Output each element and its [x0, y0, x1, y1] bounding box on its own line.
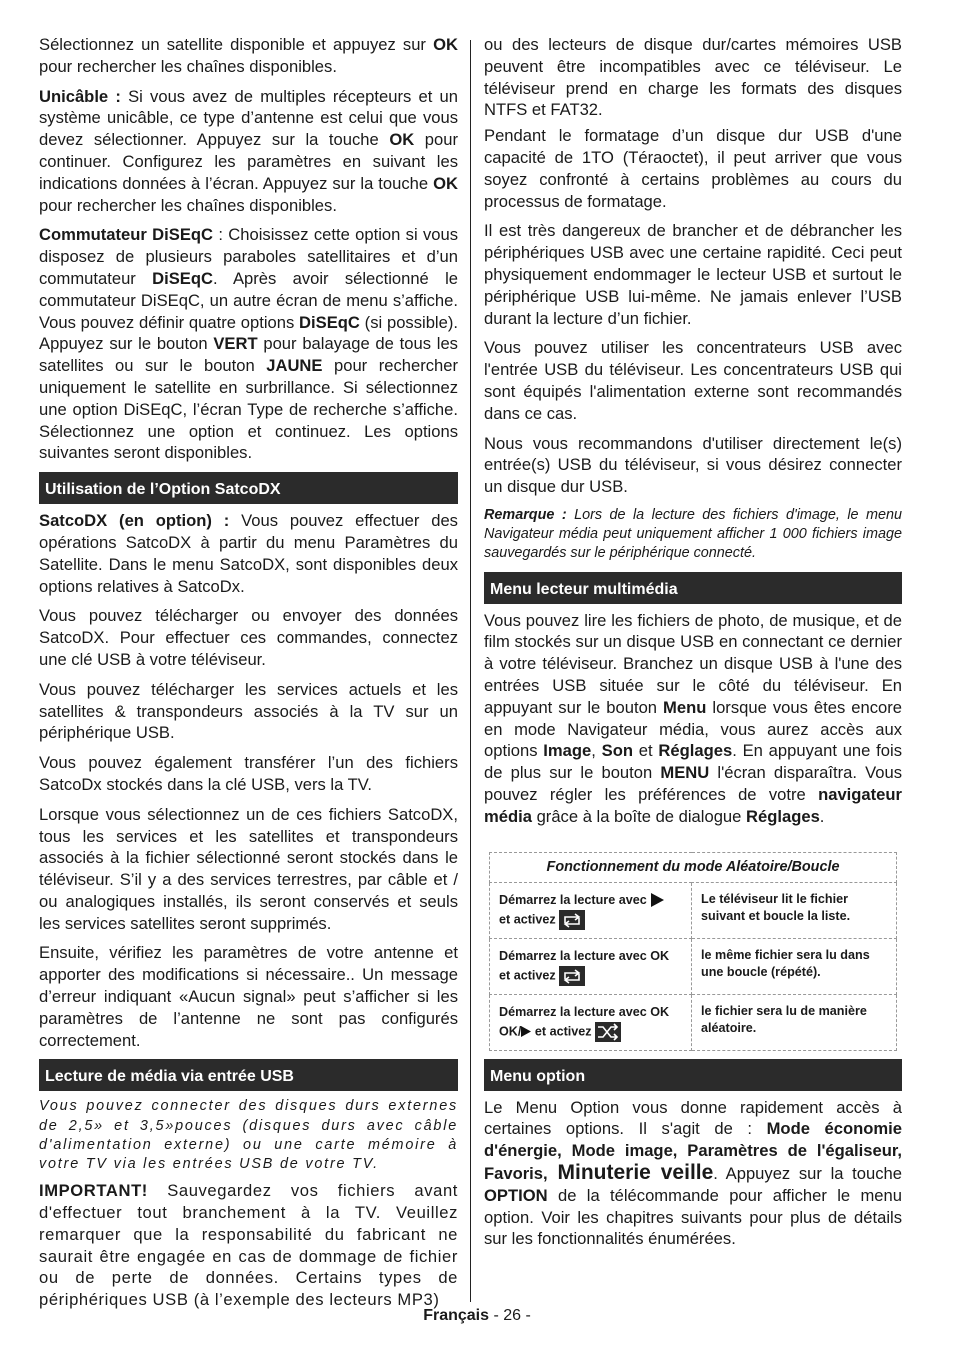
- paragraph-important: IMPORTANT! Sauvegardez vos fichiers avant d'effectuer tout branchement à la TV. Veuillez remarquer que la responsabilité du fabricant ne saurait être engagée en cas de dommage de fichier ou de perte de données. Certains types de périphériques USB (à l’exemple des lecteurs MP3): [39, 1181, 458, 1310]
- table-row: Démarrez la lecture avec OK OK/ et activez le fichier sera lu de manière aléatoire.: [490, 994, 897, 1050]
- right-column: [484, 34, 902, 1258]
- paragraph-option-menu: Le Menu Option vous donne rapidement accès à certaines options. Il s'agit de : Mode économie d'énergie, Mode image, Paramètres de l'égaliseur, Favoris, Minuterie veille. Appuyez sur la touche OPTION de la télécommande pour afficher le menu option. Voir les chapitres suivants pour plus de détails sur les fonctionnalités énumérées.: [484, 1097, 902, 1249]
- footer-language: Français: [423, 1307, 489, 1324]
- play-icon: [650, 893, 664, 907]
- page-number: - 26 -: [489, 1307, 531, 1324]
- section-heading-usb-media: Lecture de média via entrée USB: [39, 1059, 458, 1091]
- table-row: Démarrez la lecture avec OK et activez le même fichier sera lu dans une boucle (répété).: [490, 938, 897, 994]
- note-usb-drives: Vous pouvez connecter des disques durs externes de 2,5» et 3,5»pouces (disques durs avec câble d'alimentation externe) ou une carte mémoire à votre TV via les entrées USB de votre TV.: [39, 1098, 458, 1173]
- loop-icon: [559, 966, 585, 986]
- paragraph-danger: Il est très dangereux de brancher et de débrancher les périphériques USB avec une certaine rapidité. Ceci peut physiquement endommager le lecteur USB et surtout le périphérique USB lui-même. Ne jamais enlever l’USB durant la lecture d’un fichier.: [484, 221, 902, 328]
- loop-icon: [559, 910, 585, 930]
- section-heading-satcodx: Utilisation de l’Option SatcoDX: [39, 472, 458, 504]
- paragraph-hubs: Vous pouvez utiliser les concentrateurs USB avec l'entrée USB du téléviseur. Les concentrateurs USB qui sont équipés l'alimentation externe sont recommandés dans ce cas.: [484, 338, 902, 423]
- paragraph-select-satellite: Sélectionnez un satellite disponible et appuyez sur OK pour rechercher les chaînes disponibles.: [39, 35, 458, 76]
- paragraph-satcodx-download: Vous pouvez télécharger ou envoyer des données SatcoDX. Pour effectuer ces commandes, connectez une clé USB à votre téléviseur.: [39, 606, 458, 669]
- paragraph-satcodx-services: Vous pouvez télécharger les services actuels et les satellites & transpondeurs associés à la TV sur un périphérique USB.: [39, 679, 458, 743]
- paragraph-media-menu: Vous pouvez lire les fichiers de photo, de musique, et de film stockés sur un disque USB en connectant ce dernier à votre téléviseur. Branchez un disque USB à l'une des entrées USB située sur le côté du téléviseur. En appuyant sur le bouton Menu lorsque vous êtes encore en mode Navigateur média, vous aurez accès aux options Image, Son et Réglages. En appuyant une fois de plus sur le bouton MENU l'écran disparaîtra. Vous pouvez régler les préférences de votre navigateur média grâce à la boîte de dialogue Réglages.: [484, 610, 902, 826]
- note-remarque: Remarque : Lors de la lecture des fichiers d'image, le menu Navigateur média peut uniquement afficher 1 000 fichiers image sauvegardés sur le périphérique connecté.: [484, 506, 902, 562]
- shuffle-icon: [595, 1022, 621, 1042]
- paragraph-recommend: Nous vous recommandons d'utiliser directement le(s) entrée(s) USB du téléviseur, si vous désirez connecter un disque dur USB.: [484, 433, 902, 497]
- section-heading-media-menu: Menu lecteur multimédia: [484, 572, 902, 604]
- table-caption: Fonctionnement du mode Aléatoire/Boucle: [490, 852, 897, 882]
- column-divider: [470, 40, 471, 1302]
- paragraph-satcodx-transfer: Vous pouvez également transférer l’un des fichiers SatcoDx stockés dans la clé USB, vers la TV.: [39, 753, 458, 794]
- section-heading-option-menu: Menu option: [484, 1059, 902, 1091]
- paragraph-satcodx-intro: SatcoDX (en option) : Vous pouvez effectuer des opérations SatcoDX à partir du menu Paramètres du Satellite. Dans le menu SatcoDX, sont disponibles deux options relatives à SatcoDx.: [39, 511, 458, 596]
- paragraph-unicable: Unicâble : Si vous avez de multiples récepteurs et un système unicâble, ce type d’antenne est celui que vous devez sélectionner. Appuyez sur la touche OK pour continuer. Configurez les paramètres en suivant les indications données à l’écran. Appuyez sur la touche OK pour rechercher les chaînes disponibles.: [39, 86, 459, 215]
- play-icon: [521, 1026, 531, 1037]
- left-column: [39, 34, 458, 1315]
- paragraph-diseqc: Commutateur DiSEqC : Choisissez cette option si vous disposez de plusieurs paraboles satellitaires et d’un commutateur DiSEqC. Après avoir sélectionné le commutateur DiSEqC, un autre écran de menu s’affiche. Vous pouvez définir quatre options DiSEqC (si possible). Appuyez sur le bouton VERT pour balayage de tous les satellites ou sur le bouton JAUNE pour rechercher uniquement le satellite en surbrillance. Si sélectionnez une option DiSEqC, l’écran Type de recherche s’affiche. Sélectionnez une option et continuez. Les options suivantes seront disponibles.: [39, 225, 459, 463]
- page-footer: [0, 1307, 954, 1325]
- paragraph-formatting: Pendant le formatage d’un disque dur USB d'une capacité de 1TO (Téraoctet), il peut arriver que vous soyez confronté à certains problèmes au cours du processus de formatage.: [484, 126, 902, 211]
- table-row: Démarrez la lecture avec et activez Le téléviseur lit le fichier suivant et boucle la liste.: [490, 882, 897, 938]
- loop-shuffle-table: [489, 852, 897, 1051]
- paragraph-usb-compat: ou des lecteurs de disque dur/cartes mémoires USB peuvent être incompatibles avec ce téléviseur. Le téléviseur prend en charge les formats des disques NTFS et FAT32.: [484, 35, 902, 120]
- paragraph-satcodx-select: Lorsque vous sélectionnez un de ces fichiers SatcoDX, tous les services et les satellites et transpondeurs associés à la fichier sélectionné seront stockés dans le téléviseur. S’il y a des services terrestres, par câble et / ou analogiques installés, ils seront conservés et seuls les services satellites seront supprimés.: [39, 804, 458, 933]
- paragraph-satcodx-antenna: Ensuite, vérifiez les paramètres de votre antenne et apporter des modifications si nécessaire.. Un message d’erreur indiquant «Aucun signal» peut s’afficher si les paramètres de l’antenne ne sont pas configurés correctement.: [39, 943, 458, 1050]
